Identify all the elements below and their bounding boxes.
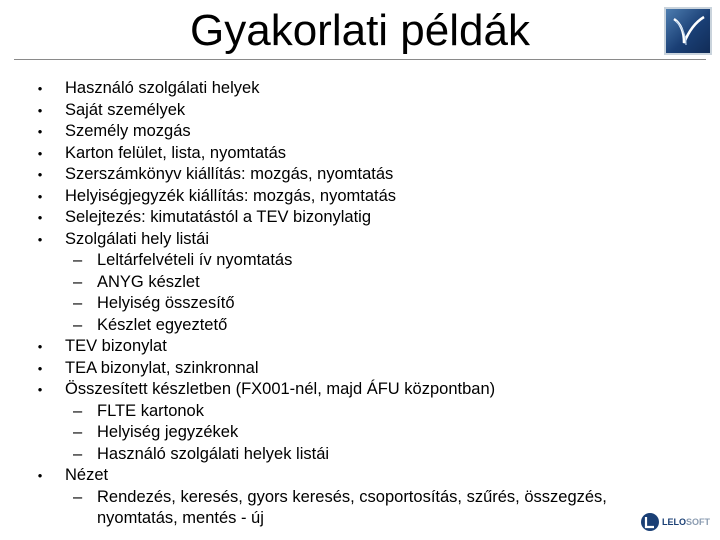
list-item-text: Összesített készletben (FX001-nél, majd ÁFU központban) — [65, 380, 496, 398]
list-item-text: Helyiségjegyzék kiállítás: mozgás, nyomtatás — [65, 186, 397, 205]
bullet-icon: • — [37, 145, 43, 161]
list-item-text: Szerszámkönyv kiállítás: mozgás, nyomtatás — [65, 165, 394, 183]
bullet-icon: • — [37, 210, 43, 225]
dash-icon: – — [73, 444, 83, 463]
list-item-text: TEA bizonylat, szinkronnal — [65, 358, 259, 377]
list-item-text: Saját személyek — [65, 100, 186, 119]
sub-list-item-text: Használó szolgálati helyek listái — [97, 444, 330, 463]
title-divider — [14, 59, 706, 60]
dash-icon: – — [73, 423, 83, 441]
sub-list-item-text: Helyiség jegyzékek — [97, 423, 239, 441]
sub-list-item-text: Rendezés, keresés, gyors keresés, csoportosítás, szűrés, összegzés, — [97, 487, 607, 506]
sub-list-item-text: ANYG készlet — [97, 272, 200, 291]
bullet-icon: • — [37, 360, 43, 376]
bullet-icon: • — [37, 167, 43, 182]
bullet-icon: • — [37, 339, 43, 354]
bullet-icon: • — [37, 188, 43, 204]
slide-title: Gyakorlati példák — [190, 6, 530, 55]
bullet-icon: • — [37, 124, 43, 139]
sub-list-item-text: Helyiség összesítő — [97, 294, 235, 312]
list-item-text: Karton felület, lista, nyomtatás — [65, 143, 287, 162]
list-item-text: TEV bizonylat — [65, 337, 167, 355]
corner-logo-icon — [664, 7, 712, 55]
sub-list-item-text: FLTE kartonok — [97, 401, 204, 420]
bullet-icon: • — [37, 81, 43, 96]
dash-icon: – — [73, 401, 83, 420]
list-item-text: Használó szolgálati helyek — [65, 79, 260, 97]
list-item-text: Nézet — [65, 466, 109, 484]
dash-icon: – — [73, 272, 83, 291]
svg-text:SOFT: SOFT — [686, 517, 710, 527]
list-item-text: Szolgálati hely listái — [65, 229, 209, 248]
sub-list-item-text: Leltárfelvételi ív nyomtatás — [97, 251, 293, 269]
lelosoft-logo — [640, 510, 712, 534]
list-item-text: Selejtezés: kimutatástól a TEV bizonylatig — [65, 208, 372, 226]
dash-icon: – — [73, 315, 83, 334]
dash-icon: – — [73, 487, 83, 506]
bullet-icon: • — [37, 102, 43, 118]
sub-list-item-text: nyomtatás, mentés - új — [97, 509, 264, 527]
dash-icon: – — [73, 294, 83, 312]
bullet-icon: • — [37, 231, 43, 247]
bullet-icon: • — [37, 382, 43, 397]
dash-icon: – — [73, 251, 83, 269]
list-item-text: Személy mozgás — [65, 122, 191, 140]
svg-text:LELO: LELO — [662, 517, 686, 527]
sub-list-item-text: Készlet egyeztető — [97, 315, 228, 334]
bullet-icon: • — [37, 468, 43, 483]
